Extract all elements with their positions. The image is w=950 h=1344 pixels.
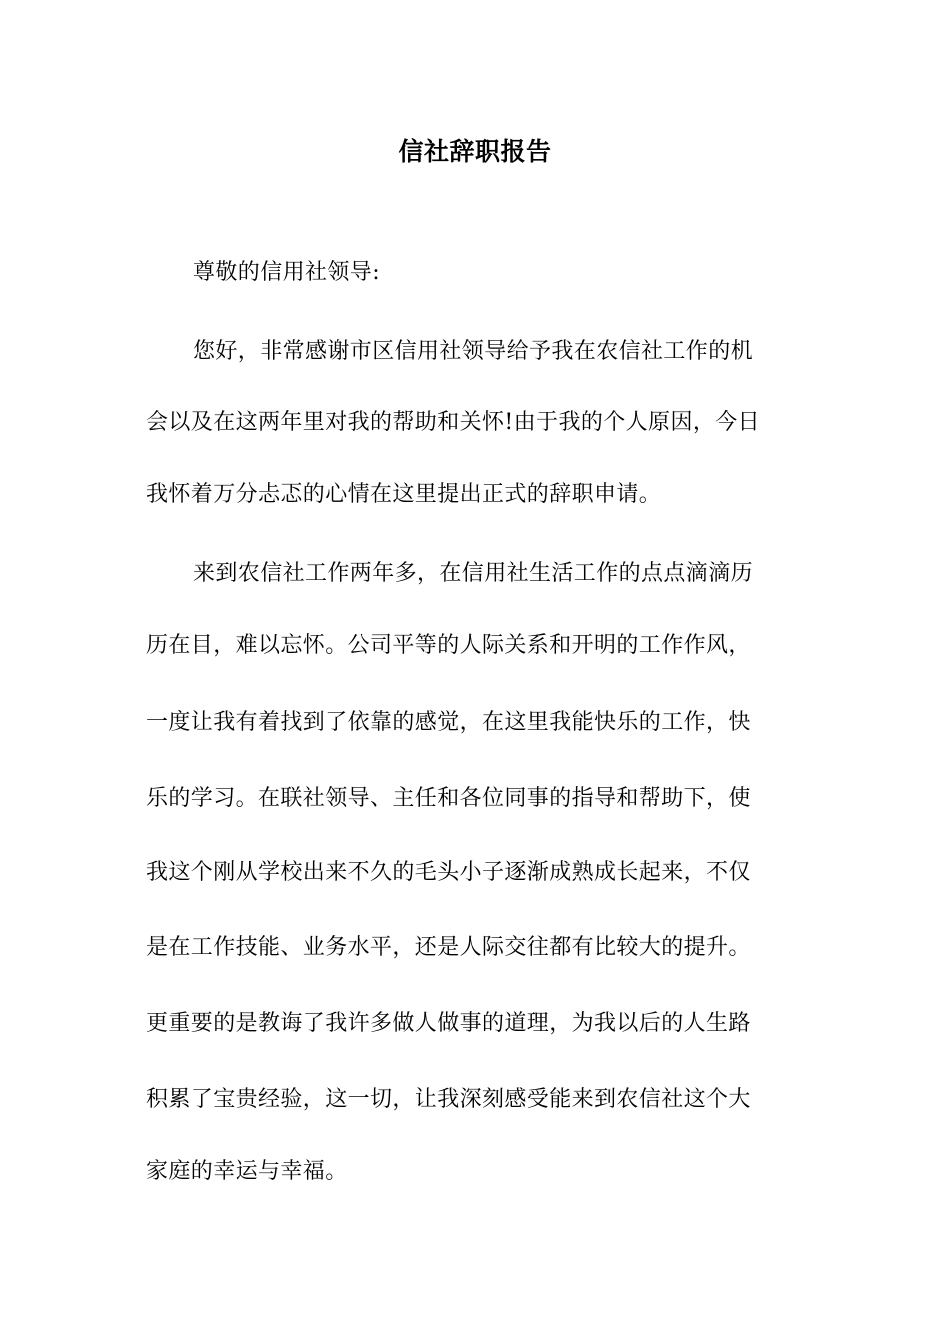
salutation-line: 尊敬的信用社领导: xyxy=(193,260,381,285)
paragraph-line: 您好，非常感谢市区信用社领导给予我在农信社工作的机 xyxy=(193,339,754,364)
paragraph-line: 家庭的幸运与幸福。 xyxy=(146,1159,348,1184)
paragraph-line: 来到农信社工作两年多，在信用社生活工作的点点滴滴历 xyxy=(193,561,754,586)
paragraph-line: 一度让我有着找到了依靠的感觉，在这里我能快乐的工作，快 xyxy=(146,710,751,735)
paragraph-line: 乐的学习。在联社领导、主任和各位同事的指导和帮助下，使 xyxy=(146,786,751,811)
paragraph-line: 历在目，难以忘怀。公司平等的人际关系和开明的工作作风， xyxy=(146,633,751,658)
paragraph-line: 我这个刚从学校出来不久的毛头小子逐渐成熟成长起来，不仅 xyxy=(146,860,751,885)
paragraph-line: 会以及在这两年里对我的帮助和关怀!由于我的个人原因，今日 xyxy=(146,410,761,435)
paragraph-line: 更重要的是教诲了我许多做人做事的道理，为我以后的人生路 xyxy=(146,1011,751,1036)
paragraph-line: 是在工作技能、业务水平，还是人际交往都有比较大的提升。 xyxy=(146,935,751,960)
paragraph-line: 积累了宝贵经验，这一切，让我深刻感受能来到农信社这个大 xyxy=(146,1087,751,1112)
document-title: 信社辞职报告 xyxy=(398,137,552,166)
paragraph-line: 我怀着万分忐忑的心情在这里提出正式的辞职申请。 xyxy=(146,482,662,507)
